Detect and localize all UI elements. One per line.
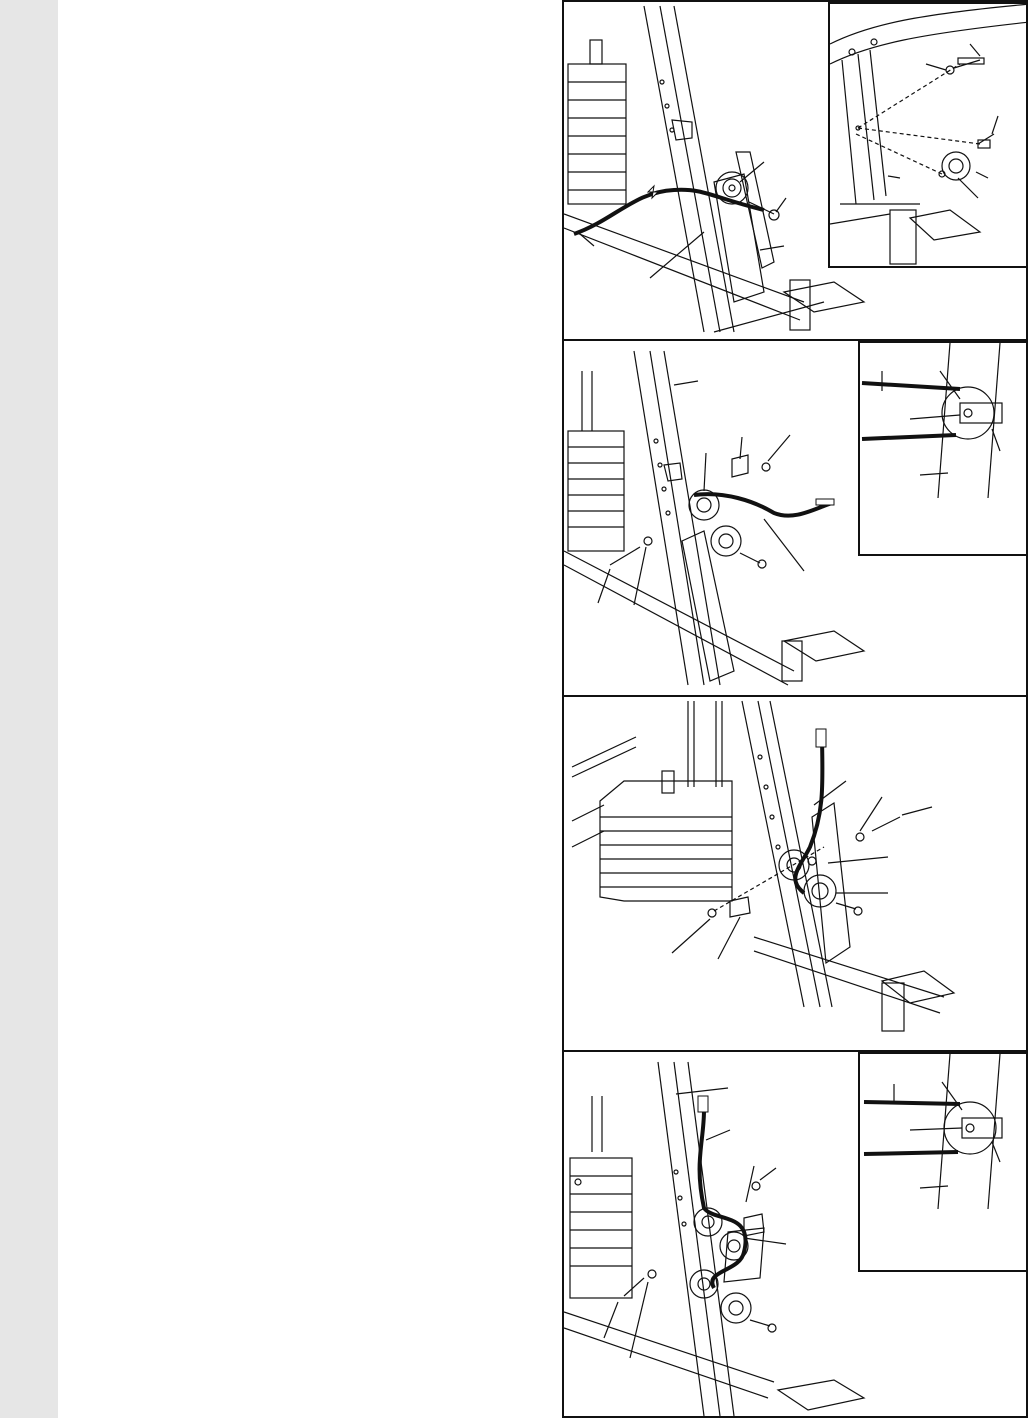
figure-3-panel	[562, 695, 1028, 1052]
figure-2-inset	[858, 341, 1028, 556]
left-margin-strip	[0, 0, 58, 1418]
figure-1-inset	[828, 2, 1028, 268]
figure-column	[562, 0, 1030, 1418]
figure-3-drawing	[564, 697, 1028, 1052]
figure-2-inset-drawing	[860, 343, 1028, 554]
figure-4-panel	[562, 1050, 1028, 1418]
figure-4-inset-drawing	[860, 1054, 1028, 1270]
figure-1-panel	[562, 0, 1028, 341]
text-column	[58, 0, 558, 1418]
figure-4-inset	[858, 1052, 1028, 1272]
figure-2-panel	[562, 339, 1028, 697]
figure-1-inset-drawing	[830, 4, 1028, 266]
